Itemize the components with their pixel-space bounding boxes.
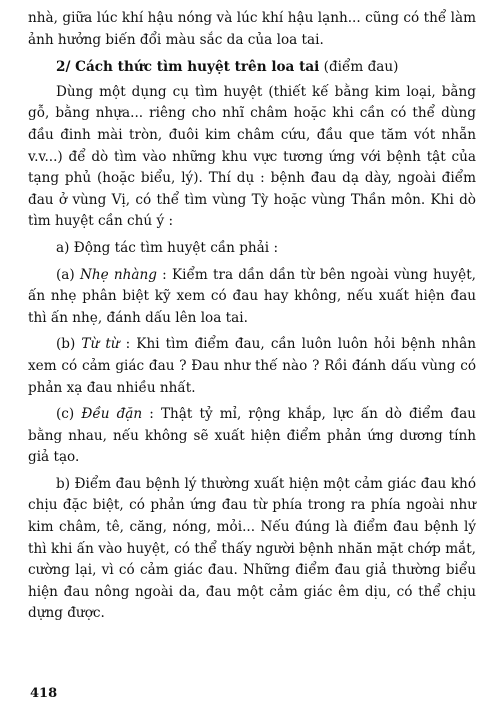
item-label: (b) bbox=[56, 336, 82, 353]
paragraph-item-even bbox=[28, 404, 476, 469]
item-label: (a) bbox=[56, 266, 80, 283]
paragraph-subheading-a: a) Động tác tìm huyệt cần phải : bbox=[56, 239, 279, 256]
section-heading bbox=[28, 57, 476, 79]
paragraph-item-gentle bbox=[28, 265, 476, 330]
paragraph-subheading-b: b) Điểm đau bệnh lý thường xuất hiện một cảm giác đau khó chịu đặc biệt, có phản ứng đau từ phía trong ra phía ngoài như kim châm, tê, căng, nóng, mỏi... Nếu đúng là điểm đau bệnh lý thì khi ấn vào huyệt, có thể thấy người bệnh nhăn mặt chớp mắt, cường lại, vì có cảm giác đau. Những điểm đau giả thường biểu hiện đau nông ngoài da, đau một cảm giác êm dịu, có thể chịu dựng được. bbox=[28, 475, 476, 622]
item-text: : Kiểm tra dần dần từ bên ngoài vùng huyệt, ấn nhẹ phân biệt kỹ xem có đau hay không, nếu xuất hiện đau thì ấn nhẹ, đánh dấu lên loa tai. bbox=[28, 266, 476, 326]
section-heading-subtitle: (điểm đau) bbox=[319, 59, 399, 76]
item-text: : Khi tìm điểm đau, cần luôn luôn hỏi bệnh nhân xem có cảm giác đau ? Đau như thế nào ? Rồi đánh dấu vùng có phản xạ đau nhiều nhất. bbox=[28, 336, 476, 396]
section-heading-title: 2/ Cách thức tìm huyệt trên loa tai bbox=[56, 59, 320, 76]
item-label: (c) bbox=[56, 406, 82, 423]
item-term: Đều đặn bbox=[81, 406, 143, 423]
paragraph-method: Dùng một dụng cụ tìm huyệt (thiết kế bằng kim loại, bằng gỗ, bằng nhựa... riêng cho nhĩ châm hoặc khi cần có thể dùng đầu đinh mài tròn, đuôi kim châm cứu, đầu que tăm vót nhẵn v.v...) để dò tìm vào những khu vực tương ứng với bệnh tật của tạng phủ (hoặc biểu, lý). Thí dụ : bệnh đau dạ dày, ngoài điểm đau ở vùng Vị, có thể tìm vùng Tỳ hoặc vùng Thần môn. Khi dò tìm huyệt cần chú ý : bbox=[28, 83, 476, 230]
item-term: Nhẹ nhàng bbox=[79, 266, 157, 283]
paragraph-item-slow bbox=[28, 334, 476, 399]
item-text: : Thật tỷ mỉ, rộng khắp, lực ấn dò điểm đau bằng nhau, nếu không sẽ xuất hiện điểm phản ứng dương tính giả tạo. bbox=[28, 406, 476, 466]
paragraph-continuation: nhà, giữa lúc khí hậu nóng và lúc khí hậu lạnh... cũng có thể làm ảnh hưởng biến đổi màu sắc da của loa tai. bbox=[28, 10, 476, 48]
item-term: Từ từ bbox=[81, 336, 120, 353]
page-number: 418 bbox=[30, 686, 58, 701]
